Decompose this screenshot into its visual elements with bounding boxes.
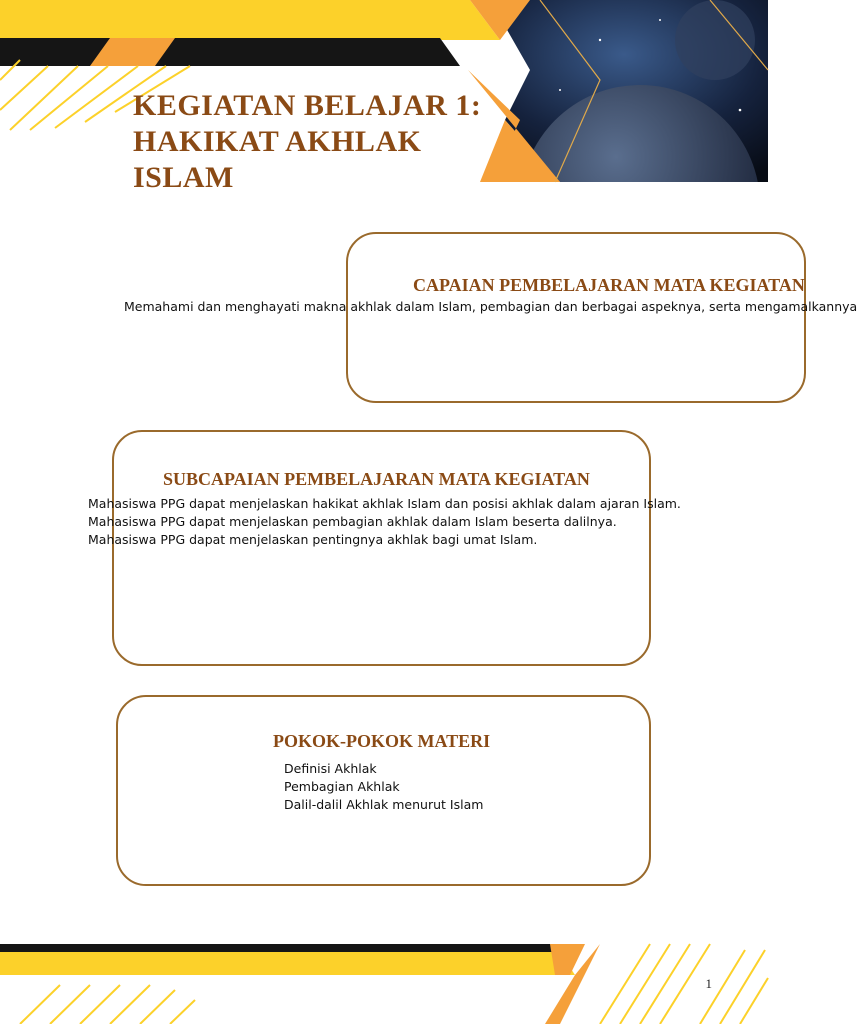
page-title — [133, 88, 481, 196]
title-line-2: HAKIKAT AKHLAK — [133, 125, 422, 158]
subcapaian-heading: SUBCAPAIAN PEMBELAJARAN MATA KEGIATAN — [163, 469, 590, 489]
pokok-list — [284, 760, 483, 814]
capaian-heading: CAPAIAN PEMBELAJARAN MATA KEGIATAN — [413, 275, 805, 295]
page-number: 1 — [705, 976, 712, 991]
list-item: Definisi Akhlak — [284, 761, 377, 776]
list-item: Mahasiswa PPG dapat menjelaskan hakikat akhlak Islam dan posisi akhlak dalam ajaran Islam. — [88, 496, 681, 511]
list-item: Pembagian Akhlak — [284, 779, 400, 794]
pokok-heading: POKOK-POKOK MATERI — [273, 731, 491, 751]
subcapaian-list — [88, 495, 681, 549]
capaian-box — [346, 232, 806, 403]
title-line-1: KEGIATAN BELAJAR 1: — [133, 89, 482, 122]
list-item: Mahasiswa PPG dapat menjelaskan pentingnya akhlak bagi umat Islam. — [88, 532, 538, 547]
title-line-3: ISLAM — [133, 161, 234, 194]
list-item: Dalil-dalil Akhlak menurut Islam — [284, 797, 484, 812]
capaian-text: Memahami dan menghayati makna akhlak dalam Islam, pembagian dan berbagai aspeknya, serta mengamalkannya — [124, 299, 857, 314]
list-item: Mahasiswa PPG dapat menjelaskan pembagian akhlak dalam Islam beserta dalilnya. — [88, 514, 617, 529]
footer-decoration — [0, 944, 768, 1024]
